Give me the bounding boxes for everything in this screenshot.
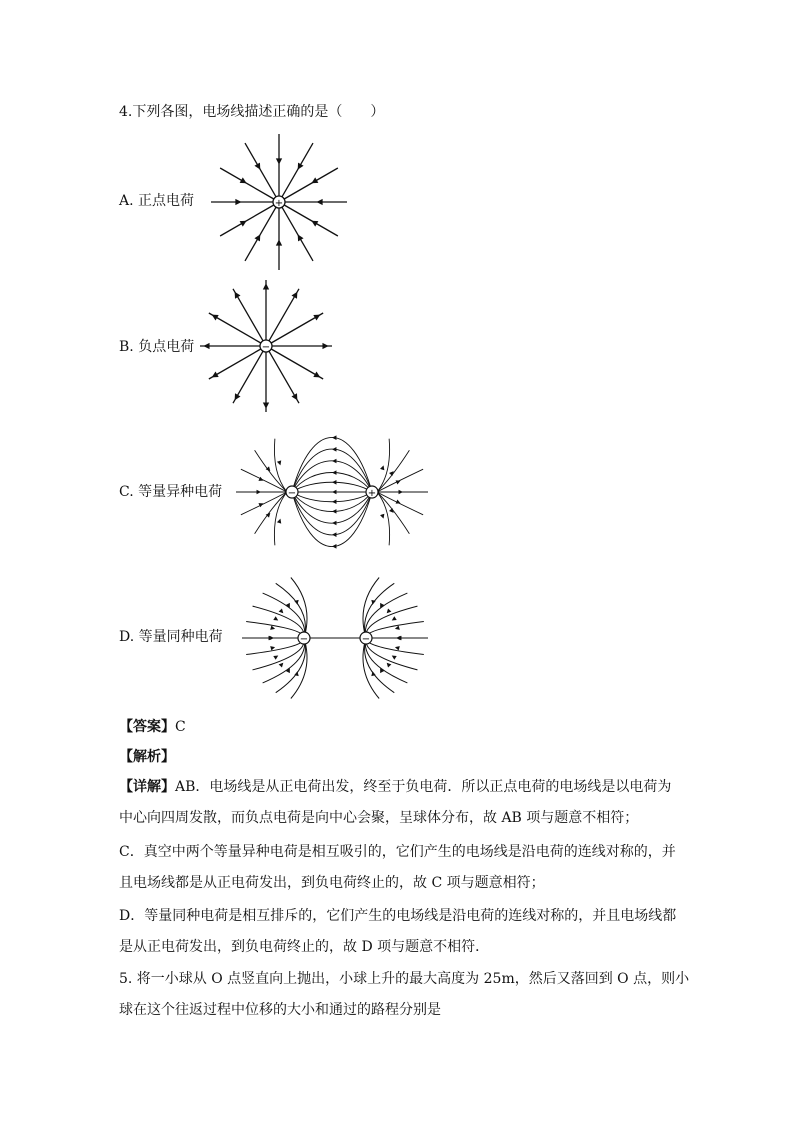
field-line [284,205,338,236]
arrowhead [279,663,284,668]
arrowhead [380,514,384,519]
field-line [220,168,274,199]
analysis-line-4: 且电场线都是从正电荷发出，到负电荷终止的，故 C 项与题意相符； [119,875,545,891]
field-line [292,461,372,492]
arrowhead [273,616,278,620]
analysis-line-6: 是从正电荷发出，到负电荷终止的，故 D 项与题意不相符． [119,939,490,955]
arrowhead [257,490,261,495]
field-line [284,168,338,199]
field-line [366,606,418,638]
question-5-line-2: 球在这个往返过程中位移的大小和通过的路程分别是 [119,1002,441,1018]
arrowhead [332,532,336,537]
arrowhead [322,343,328,349]
arrowhead [332,435,336,440]
answer-value: C [175,719,186,735]
charge-sign: − [261,342,271,353]
field-line [245,143,276,197]
field-line [274,492,287,545]
analysis-heading: 【解析】 [119,749,175,765]
arrowhead [332,490,336,495]
field-line [255,450,287,492]
arrowhead [387,663,392,668]
option-b-label: B. 负点电荷 [119,339,195,355]
answer-prefix: 【答案】 [119,719,175,735]
field-line [255,492,287,534]
answer-line [119,717,186,737]
arrowhead [332,499,336,504]
field-line [282,207,313,261]
arrowhead [392,656,397,660]
charge-sign: − [287,488,297,499]
field-line [282,143,313,197]
arrowhead [380,465,384,470]
figure-negative-charge [196,276,336,416]
field-line [292,482,372,492]
field-line [365,638,407,683]
arrowhead [392,616,397,620]
field-line [292,492,372,502]
arrowhead [387,608,392,613]
question-5-line-1: 5. 将一小球从 O 点竖直向上抛出，小球上升的最大高度为 25m，然后又落回到 O 点，则小 [119,971,690,987]
arrowhead [263,283,269,289]
field-line [274,439,287,492]
analysis-detail-prefix: 【详解】 [119,779,175,795]
arrowhead [235,199,241,205]
charge-sign: + [274,198,284,209]
field-line [292,492,372,535]
charge-sign: + [367,488,377,499]
field-line [366,621,424,638]
arrowhead [332,447,336,452]
field-line [377,439,390,492]
analysis-line-2: 中心向四周发散，而负点电荷是向中心会聚，呈球体分布，故 AB 项与题意不相符； [119,810,639,826]
field-line [377,492,409,534]
charge-sign: − [361,634,371,645]
arrowhead [273,656,278,660]
field-line [246,621,304,638]
analysis-text: AB．电场线是从正电荷出发，终至于负电荷．所以正点电荷的电场线是以电荷为 [175,779,672,795]
arrowhead [332,470,336,475]
field-line [245,207,276,261]
arrowhead [276,158,282,164]
field-line [292,449,372,492]
field-line [253,638,305,670]
analysis-line-5: D．等量同种电荷是相互排斥的，它们产生的电场线是沿电荷的连线对称的，并且电场线都 [119,908,677,924]
arrowhead [332,544,336,549]
field-line [292,437,372,492]
option-a-label: A. 正点电荷 [119,193,195,209]
figure-positive-charge [206,130,356,275]
arrowhead [277,519,281,524]
figure-opposite-charges [232,432,432,552]
analysis-line-3: C．真空中两个等量异种电荷是相互吸引的，它们产生的电场线是沿电荷的连线对称的，并 [119,844,676,860]
arrowhead [277,460,281,465]
arrowhead [332,509,336,514]
field-line [365,593,407,638]
option-c-label: C. 等量异种电荷 [119,484,223,500]
field-line [366,638,424,655]
arrowhead [276,239,282,245]
field-line [292,492,372,547]
arrowhead [258,477,263,481]
field-line [263,593,305,638]
arrowhead [332,521,336,526]
field-line [246,638,304,655]
arrowhead [279,608,284,613]
field-line [263,638,305,683]
arrowhead [263,402,269,408]
arrowhead [316,199,322,205]
analysis-line-1 [119,777,671,797]
arrowhead [399,490,403,495]
arrowhead [203,343,209,349]
arrowhead [258,503,263,507]
field-line [366,638,418,670]
arrowhead [332,480,336,485]
question-4-stem: 4.下列各图，电场线描述正确的是（ ） [119,104,385,120]
charge-sign: − [299,634,309,645]
arrowhead [332,459,336,464]
option-d-label: D. 等量同种电荷 [119,629,223,645]
figure-like-charges [236,570,436,705]
field-line [292,492,372,523]
field-line [253,606,305,638]
field-line [220,205,274,236]
field-line [377,492,390,545]
field-line [377,450,409,492]
